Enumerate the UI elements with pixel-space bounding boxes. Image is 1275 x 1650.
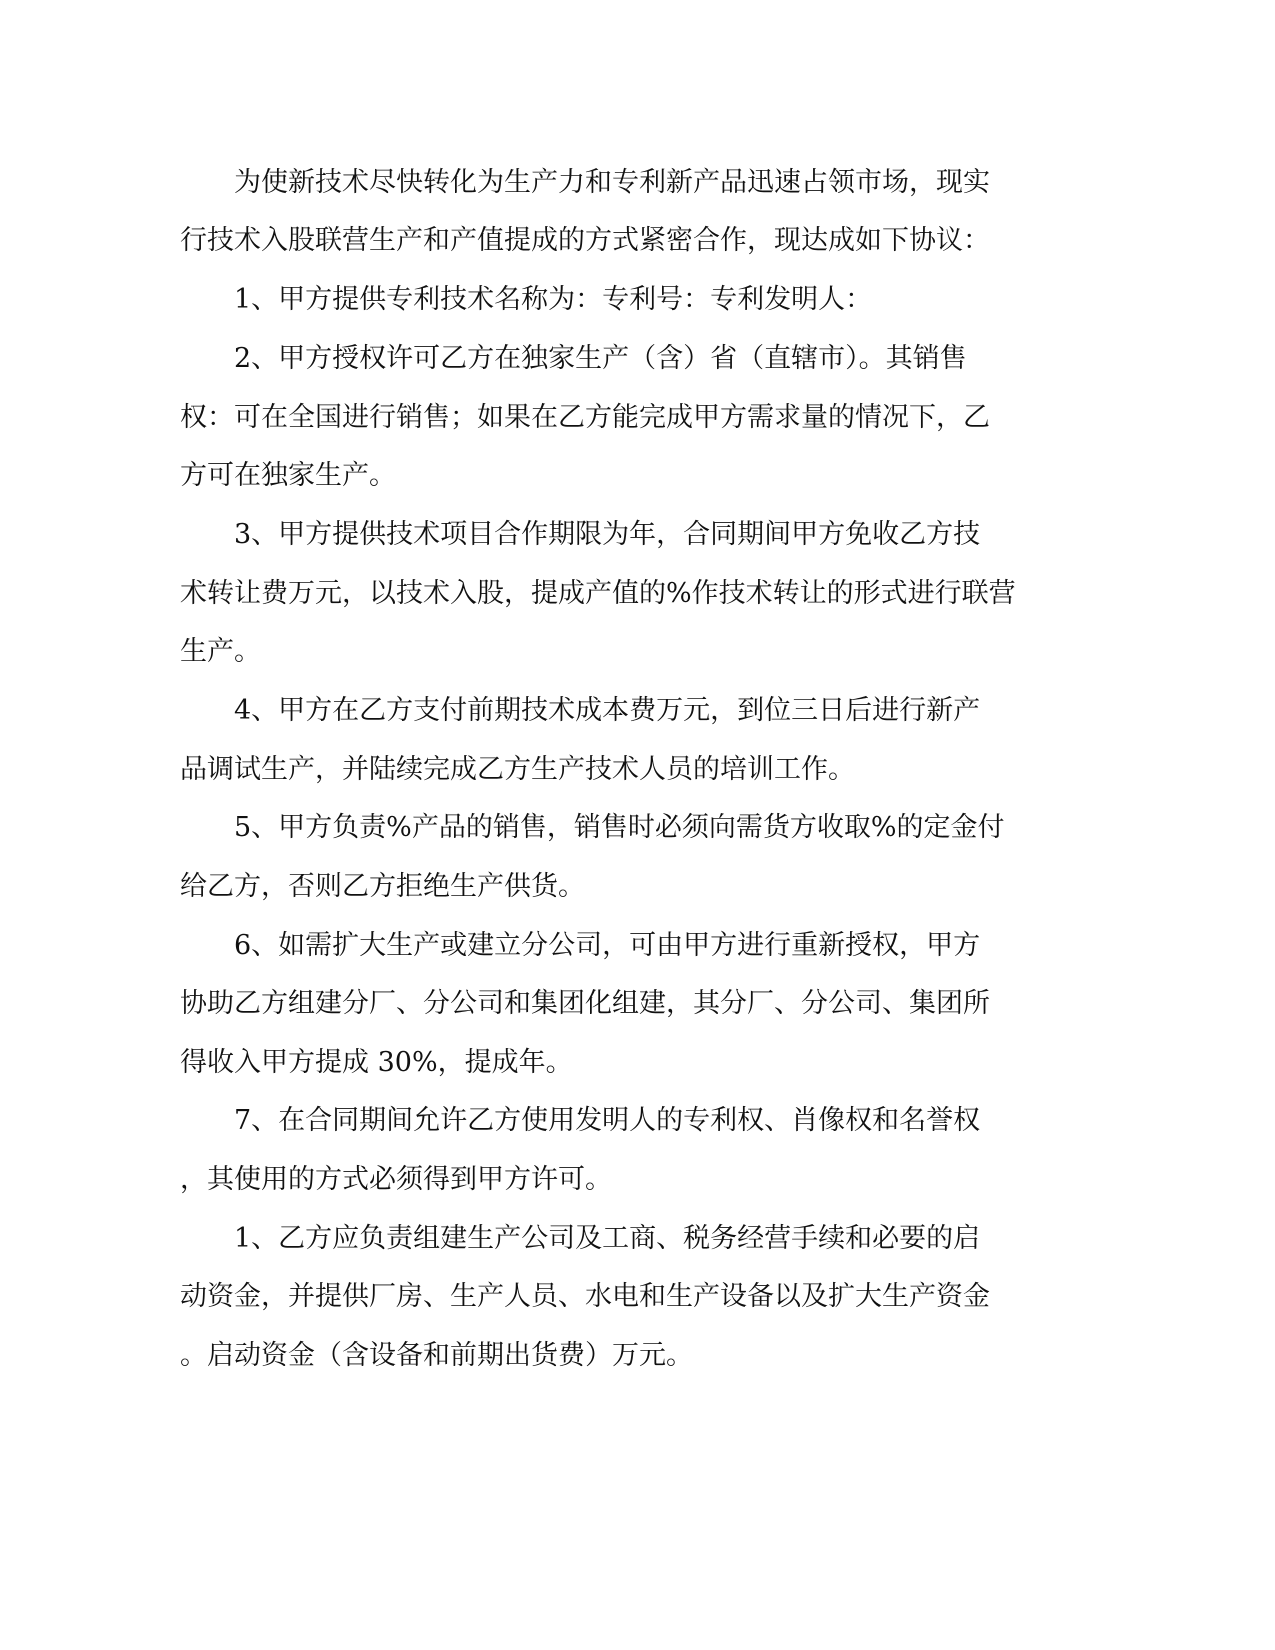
text-line: 方可在独家生产。 [180, 460, 396, 491]
text-line: 生产。 [180, 636, 261, 667]
text-line: 为使新技术尽快转化为生产力和专利新产品迅速占领市场，现实 [180, 167, 990, 198]
text-line: 5、甲方负责%产品的销售，销售时必须向需货方收取%的定金付 [180, 812, 1005, 843]
text-line: 行技术入股联营生产和产值提成的方式紧密合作，现达成如下协议： [180, 225, 990, 256]
text-line: 4、甲方在乙方支付前期技术成本费万元，到位三日后进行新产 [180, 695, 981, 726]
text-line: 1、甲方提供专利技术名称为：专利号：专利发明人： [180, 284, 873, 315]
text-line: 1、乙方应负责组建生产公司及工商、税务经营手续和必要的启 [180, 1223, 981, 1254]
text-line: 3、甲方提供技术项目合作期限为年，合同期间甲方免收乙方技 [180, 519, 981, 550]
text-line: 7、在合同期间允许乙方使用发明人的专利权、肖像权和名誉权 [180, 1105, 981, 1136]
text-line: 给乙方，否则乙方拒绝生产供货。 [180, 871, 585, 902]
text-line: 。启动资金（含设备和前期出货费）万元。 [180, 1340, 693, 1371]
text-line: 动资金，并提供厂房、生产人员、水电和生产设备以及扩大生产资金 [180, 1281, 990, 1312]
text-line: 协助乙方组建分厂、分公司和集团化组建，其分厂、分公司、集团所 [180, 988, 990, 1019]
text-line: 品调试生产，并陆续完成乙方生产技术人员的培训工作。 [180, 754, 855, 785]
text-line: ，其使用的方式必须得到甲方许可。 [180, 1164, 612, 1195]
text-line: 权：可在全国进行销售；如果在乙方能完成甲方需求量的情况下，乙 [180, 402, 990, 433]
text-line: 术转让费万元，以技术入股，提成产值的%作技术转让的形式进行联营 [180, 578, 1016, 609]
text-line: 得收入甲方提成 30%，提成年。 [180, 1047, 573, 1078]
text-line: 6、如需扩大生产或建立分公司，可由甲方进行重新授权，甲方 [180, 930, 981, 961]
text-line: 2、甲方授权许可乙方在独家生产（含）省（直辖市）。其销售 [180, 343, 967, 374]
